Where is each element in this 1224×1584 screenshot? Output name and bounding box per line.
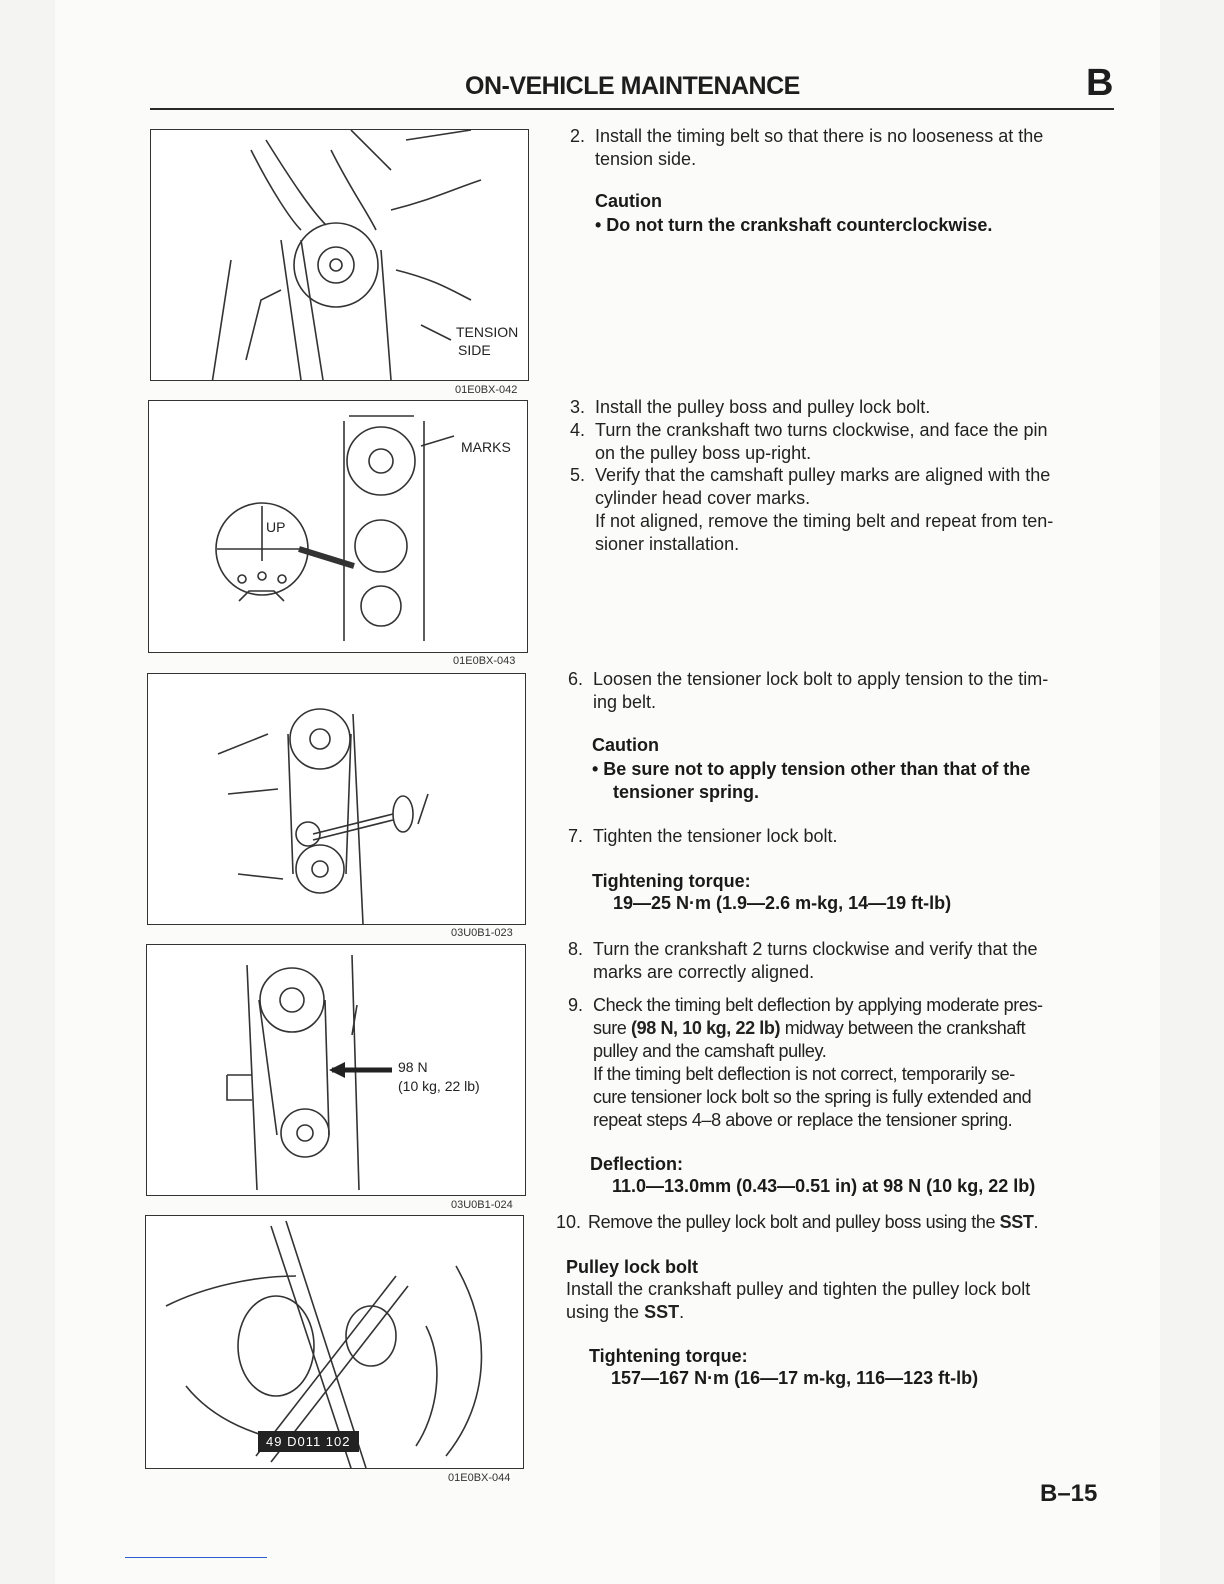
- step-2-line: tension side.: [595, 149, 697, 169]
- step-number: 9.: [568, 995, 584, 1015]
- step-number: 6.: [568, 669, 584, 689]
- pulley-text: using the: [566, 1302, 645, 1322]
- step-number: 5.: [570, 465, 586, 485]
- step-5-line: If not aligned, remove the timing belt and repeat from ten-: [595, 511, 1054, 531]
- step-number: 10.: [556, 1212, 582, 1232]
- step-9-text: sure: [593, 1018, 632, 1038]
- step-9-line: pulley and the camshaft pulley.: [593, 1041, 827, 1061]
- force-spec: (98 N, 10 kg, 22 lb): [631, 1018, 781, 1038]
- step-number: 3.: [570, 397, 586, 417]
- callout-up: UP: [266, 519, 286, 535]
- caution-heading: Caution: [592, 735, 659, 755]
- step-4-line: Turn the crankshaft two turns clockwise, and face the pin: [595, 420, 1048, 440]
- figure-code: 03U0B1-023: [451, 927, 513, 939]
- step-6-line: ing belt.: [593, 692, 657, 712]
- tensioner-illustration: [148, 674, 525, 924]
- caution-bullet-cont: tensioner spring.: [613, 782, 760, 802]
- torque-heading: Tightening torque:: [592, 871, 751, 891]
- figure-code: 03U0B1-024: [451, 1199, 513, 1211]
- step-10-text: .: [1033, 1212, 1039, 1232]
- pulley-lock-bolt-line: Install the crankshaft pulley and tighten the pulley lock bolt: [566, 1279, 1031, 1299]
- deflection-value: 11.0—13.0mm (0.43—0.51 in) at 98 N (10 kg, 22 lb): [612, 1176, 1036, 1196]
- caution-heading: Caution: [595, 191, 662, 211]
- figure-pulley-lock: [145, 1215, 524, 1469]
- step-number: 8.: [568, 939, 584, 959]
- header-rule: [150, 108, 1114, 110]
- pulley-lock-bolt-heading: Pulley lock bolt: [566, 1257, 699, 1277]
- step-5-line: cylinder head cover marks.: [595, 488, 811, 508]
- sst-ref: SST: [644, 1302, 680, 1322]
- section-letter: B: [1086, 62, 1114, 104]
- sst-part-number: 49 D011 102: [258, 1431, 359, 1452]
- step-9-line: Check the timing belt deflection by applying moderate pres-: [593, 995, 1043, 1015]
- deflection-heading: Deflection:: [590, 1154, 684, 1174]
- callout-tension: TENSION: [456, 324, 519, 340]
- step-9-text: midway between the crankshaft: [780, 1018, 1026, 1038]
- step-number: 2.: [570, 126, 586, 146]
- step-4-line: on the pulley boss up-right.: [595, 443, 812, 463]
- step-8-line: Turn the crankshaft 2 turns clockwise and verify that the: [593, 939, 1038, 959]
- page-header-title: ON-VEHICLE MAINTENANCE: [465, 72, 800, 100]
- step-number: 7.: [568, 826, 584, 846]
- step-5-line: sioner installation.: [595, 534, 740, 554]
- torque-value: 157—167 N·m (16—17 m-kg, 116—123 ft-lb): [611, 1368, 979, 1388]
- step-number: 4.: [570, 420, 586, 440]
- figure-code: 01E0BX-044: [448, 1472, 511, 1484]
- caution-bullet: • Be sure not to apply tension other than that of the: [592, 759, 1031, 779]
- step-7-line: Tighten the tensioner lock bolt.: [593, 826, 838, 846]
- step-9-line: [593, 1017, 1043, 1040]
- step-9-line: cure tensioner lock bolt so the spring is fully extended and: [593, 1087, 1032, 1107]
- caution-bullet: • Do not turn the crankshaft counterclockwise.: [595, 215, 993, 235]
- step-2-line: Install the timing belt so that there is no looseness at the: [595, 126, 1044, 146]
- step-5-line: Verify that the camshaft pulley marks are aligned with the: [595, 465, 1051, 485]
- step-9-line: repeat steps 4–8 above or replace the tensioner spring.: [593, 1110, 1013, 1130]
- figure-tensioner: [147, 673, 526, 925]
- underline-mark: [125, 1557, 267, 1558]
- figure-code: 01E0BX-043: [453, 655, 516, 667]
- callout-force: 98 N: [398, 1059, 428, 1075]
- callout-force-units: (10 kg, 22 lb): [398, 1078, 480, 1094]
- step-6-line: Loosen the tensioner lock bolt to apply tension to the tim-: [593, 669, 1049, 689]
- step-10-text: Remove the pulley lock bolt and pulley boss using the: [588, 1212, 1000, 1232]
- pulley-lock-bolt-line: [566, 1301, 684, 1324]
- deflection-illustration: [147, 945, 525, 1195]
- torque-heading: Tightening torque:: [589, 1346, 748, 1366]
- step-9-line: If the timing belt deflection is not correct, temporarily se-: [593, 1064, 1015, 1084]
- torque-value: 19—25 N·m (1.9—2.6 m-kg, 14—19 ft-lb): [613, 893, 952, 913]
- callout-side: SIDE: [458, 342, 491, 358]
- figure-deflection: [146, 944, 526, 1196]
- page-number: B–15: [1040, 1480, 1098, 1507]
- pulley-text: .: [679, 1302, 685, 1322]
- callout-marks: MARKS: [461, 439, 511, 455]
- figure-tension-side: [150, 129, 529, 381]
- sst-ref: SST: [999, 1212, 1034, 1232]
- figure-code: 01E0BX-042: [455, 384, 518, 396]
- step-8-line: marks are correctly aligned.: [593, 962, 815, 982]
- figure-marks: [148, 400, 528, 653]
- step-3-line: Install the pulley boss and pulley lock bolt.: [595, 397, 931, 417]
